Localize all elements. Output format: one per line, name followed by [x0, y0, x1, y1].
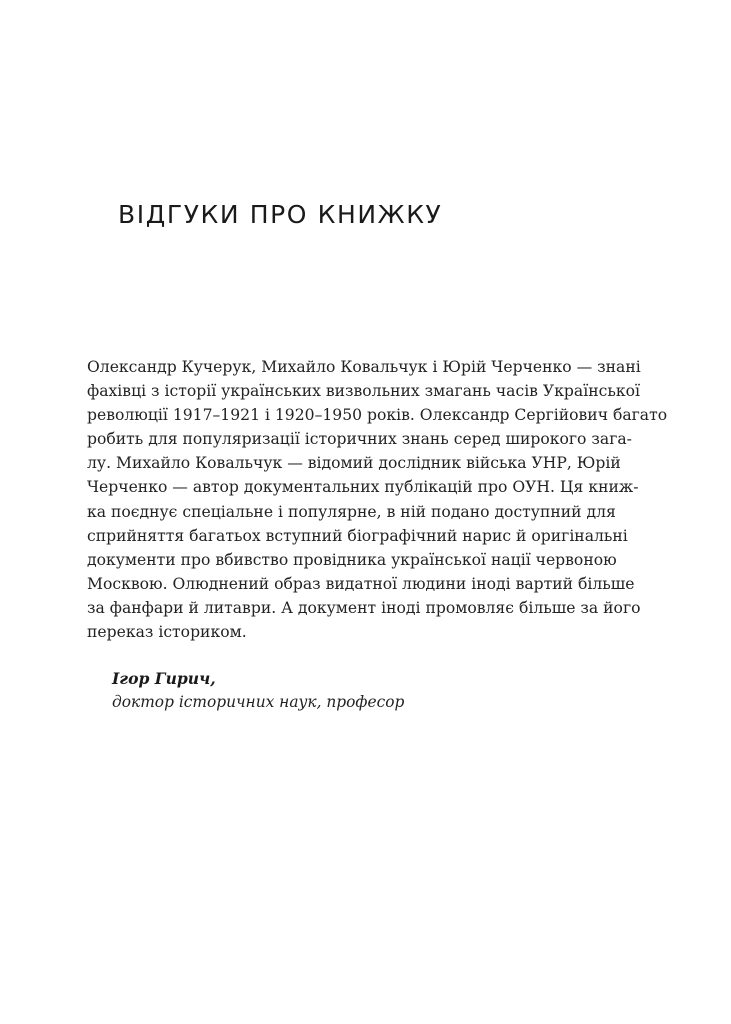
review-line: документи про вбивство провідника української нації червоною — [87, 550, 617, 569]
review-line: сприйняття багатьох вступний біографічний нарис й оригінальні — [87, 526, 628, 545]
review-line: фахівці з історії українських визвольних змагань часів Української — [87, 382, 640, 401]
reviewer-credentials: доктор історичних наук, професор — [112, 693, 405, 711]
review-line: переказ істориком. — [87, 623, 247, 642]
review-line: Олександр Кучерук, Михайло Ковальчук і Юрій Черченко — знані — [87, 358, 641, 376]
review-line: робить для популяризації історичних знань серед широкого зага- — [87, 430, 632, 449]
page-title: ВІДГУКИ ПРО КНИЖКУ — [118, 200, 443, 229]
review-line: лу. Михайло Ковальчук — відомий дослідник війська УНР, Юрій — [87, 454, 621, 473]
review-paragraph — [87, 355, 668, 644]
review-line: Москвою. Олюднений образ видатної людини іноді вартий більше — [87, 574, 635, 593]
review-line: ка поєднує спеціальне і популярне, в ній подано доступний для — [87, 502, 616, 521]
review-line: революції 1917–1921 і 1920–1950 років. Олександр Сергійович багато — [87, 406, 668, 425]
reviewer-name: Ігор Гирич, — [112, 669, 216, 688]
review-line: Черченко — автор документальних публікацій про ОУН. Ця книж- — [87, 478, 639, 497]
review-line: за фанфари й литаври. А документ іноді промовляє більше за його — [87, 598, 641, 617]
